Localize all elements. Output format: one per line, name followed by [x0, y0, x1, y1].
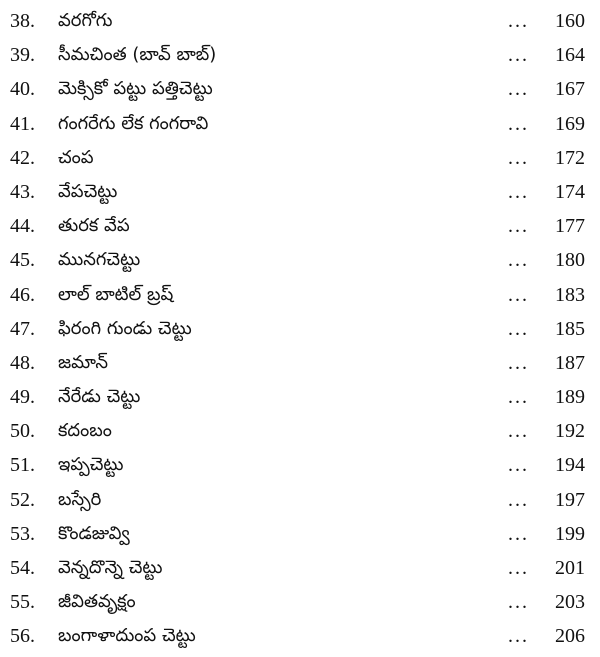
entry-number: 55. — [10, 591, 35, 614]
entry-page-number: 206 — [555, 625, 585, 648]
dot-leader: ... — [508, 557, 529, 579]
toc-entry — [0, 312, 600, 346]
entry-title: బస్సేరి — [58, 488, 102, 510]
entry-page-number: 201 — [555, 557, 585, 579]
entry-number: 50. — [10, 420, 35, 443]
entry-number: 44. — [10, 215, 35, 238]
toc-entry — [0, 517, 600, 551]
toc-entry — [0, 585, 600, 619]
toc-entry — [0, 175, 600, 209]
entry-number: 40. — [10, 78, 35, 101]
entry-title: వేపచెట్టు — [58, 180, 118, 202]
toc-entry — [0, 38, 600, 72]
entry-number: 49. — [10, 386, 35, 409]
entry-title: జీవితవృక్షం — [58, 591, 136, 613]
entry-page-number: 189 — [555, 386, 585, 409]
entry-title: గంగరేగు లేక గంగరావి — [58, 112, 209, 134]
entry-title: ఇప్పచెట్టు — [58, 454, 124, 476]
entry-title: జమాన్ — [58, 351, 108, 373]
entry-number: 39. — [10, 44, 35, 67]
dot-leader: ... — [508, 454, 529, 477]
entry-page-number: 183 — [555, 283, 585, 306]
toc-entry — [0, 380, 600, 414]
dot-leader: ... — [508, 215, 529, 238]
entry-page-number: 180 — [555, 249, 585, 272]
table-of-contents — [0, 4, 600, 654]
entry-page-number: 187 — [555, 351, 585, 374]
entry-title: వరగోగు — [58, 10, 113, 31]
entry-page-number: 194 — [555, 454, 585, 477]
entry-number: 48. — [10, 351, 35, 374]
dot-leader: ... — [508, 351, 529, 374]
toc-entry — [0, 619, 600, 653]
entry-number: 43. — [10, 180, 35, 203]
entry-number: 56. — [10, 625, 35, 648]
entry-number: 38. — [10, 10, 35, 32]
entry-title: చంప — [58, 146, 94, 168]
entry-number: 51. — [10, 454, 35, 477]
entry-number: 42. — [10, 146, 35, 169]
entry-page-number: 172 — [555, 146, 585, 169]
entry-title: సీమచింత (బావ్ బాబ్) — [58, 44, 217, 66]
entry-number: 52. — [10, 488, 35, 511]
entry-page-number: 185 — [555, 317, 585, 340]
entry-page-number: 169 — [555, 112, 585, 135]
dot-leader: ... — [508, 146, 529, 169]
toc-entry — [0, 72, 600, 106]
entry-title: తురక వేప — [58, 215, 130, 237]
toc-entry — [0, 141, 600, 175]
entry-page-number: 192 — [555, 420, 585, 443]
entry-page-number: 197 — [555, 488, 585, 511]
toc-entry — [0, 483, 600, 517]
entry-title: లాల్ బాటిల్ బ్రష్ — [58, 283, 174, 305]
entry-number: 54. — [10, 557, 35, 579]
dot-leader: ... — [508, 112, 529, 135]
entry-number: 45. — [10, 249, 35, 272]
toc-entry — [0, 346, 600, 380]
toc-entry — [0, 243, 600, 277]
entry-page-number: 174 — [555, 180, 585, 203]
entry-page-number: 164 — [555, 44, 585, 67]
entry-page-number: 167 — [555, 78, 585, 101]
toc-entry — [0, 107, 600, 141]
entry-number: 53. — [10, 522, 35, 545]
toc-entry — [0, 551, 600, 585]
toc-entry — [0, 414, 600, 448]
dot-leader: ... — [508, 317, 529, 340]
entry-page-number: 160 — [555, 10, 585, 32]
dot-leader: ... — [508, 44, 529, 67]
entry-title: ఫిరంగి గుండు చెట్టు — [58, 317, 192, 339]
entry-title: మునగచెట్టు — [58, 249, 141, 271]
dot-leader: ... — [508, 488, 529, 511]
toc-entry — [0, 448, 600, 482]
dot-leader: ... — [508, 283, 529, 306]
entry-page-number: 203 — [555, 591, 585, 614]
entry-title: కొండజువ్వి — [58, 522, 130, 544]
entry-number: 46. — [10, 283, 35, 306]
dot-leader: ... — [508, 625, 529, 648]
entry-title: వెన్నదొన్నె చెట్టు — [58, 557, 163, 578]
dot-leader: ... — [508, 10, 529, 32]
dot-leader: ... — [508, 78, 529, 101]
toc-entry — [0, 4, 600, 38]
entry-title: కదంబం — [58, 420, 112, 442]
entry-number: 41. — [10, 112, 35, 135]
entry-title: మెక్సికో పట్టు పత్తిచెట్టు — [58, 78, 213, 100]
dot-leader: ... — [508, 522, 529, 545]
entry-page-number: 177 — [555, 215, 585, 238]
dot-leader: ... — [508, 249, 529, 272]
toc-entry — [0, 209, 600, 243]
toc-entry — [0, 278, 600, 312]
dot-leader: ... — [508, 180, 529, 203]
entry-number: 47. — [10, 317, 35, 340]
dot-leader: ... — [508, 386, 529, 409]
dot-leader: ... — [508, 591, 529, 614]
dot-leader: ... — [508, 420, 529, 443]
entry-title: నేరేడు చెట్టు — [58, 386, 141, 408]
entry-page-number: 199 — [555, 522, 585, 545]
entry-title: బంగాళాదుంప చెట్టు — [58, 625, 196, 647]
